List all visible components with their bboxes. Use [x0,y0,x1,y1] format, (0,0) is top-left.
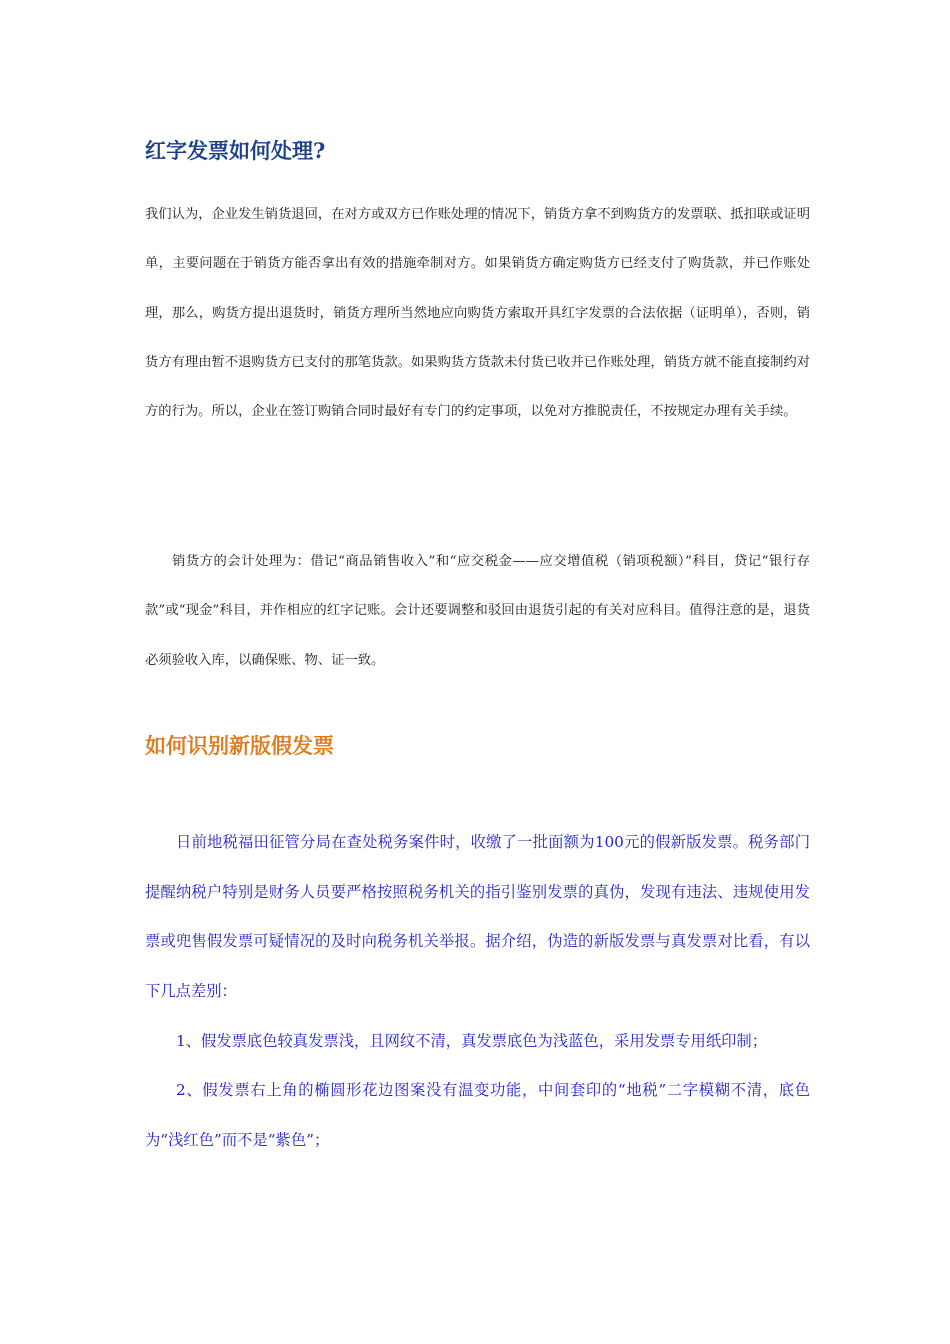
section1-title: 红字发票如何处理? [145,138,326,163]
list-item: 1、假发票底色较真发票浅，且网纹不清，真发票底色为浅蓝色，采用发票专用纸印制； [176,1032,768,1050]
section1-paragraph-1: 我们认为，企业发生销货退回，在对方或双方已作账处理的情况下，销货方拿不到购货方的发票联、抵扣联或证明单，主要问题在于销货方能否拿出有效的措施牵制对方。如果销货方确定购货方已经支付了购货款，并已作账处理，那么，购货方提出退货时，销货方理所当然地应向购货方索取开具红字发票的合法依据（证明单），否则，销货方有理由暂不退购货方已支付的那笔货款。如果购货方货款未付货已收并已作账处理，销货方就不能直接制约对方的行为。所以，企业在签订购销合同时最好有专门的约定事项，以免对方推脱责任，不按规定办理有关手续。 [145,207,810,420]
section2-intro: 日前地税福田征管分局在查处税务案件时，收缴了一批面额为100元的假新版发票。税务部门提醒纳税户特别是财务人员要严格按照税务机关的指引鉴别发票的真伪，发现有违法、违规使用发票或兜售假发票可疑情况的及时向税务机关举报。据介绍，伪造的新版发票与真发票对比看，有以下几点差别： [145,833,810,1000]
section1-paragraph-2: 销货方的会计处理为：借记“商品销售收入”和“应交税金——应交增值税（销项税额）”科目，贷记“银行存款”或“现金”科目，并作相应的红字记账。会计还要调整和驳回由退货引起的有关对应科目。值得注意的是，退货必须验收入库，以确保账、物、证一致。 [145,554,810,668]
section2-title: 如何识别新版假发票 [145,733,334,758]
list-item: 2、假发票右上角的椭圆形花边图案没有温变功能，中间套印的“地税”二字模糊不清，底色为“浅红色”而不是“紫色”； [145,1081,810,1149]
